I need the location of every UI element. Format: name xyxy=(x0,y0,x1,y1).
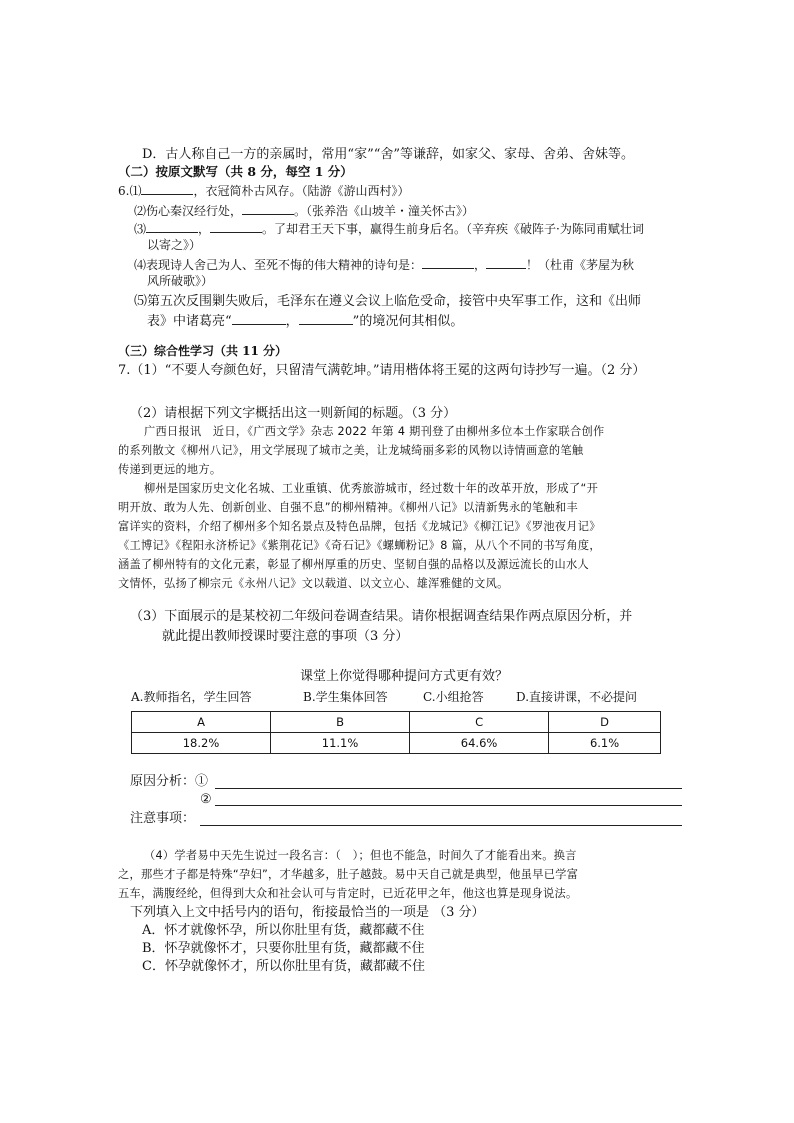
q7-part3-line2: 就此提出教师授课时要注意的事项（3 分） xyxy=(162,629,409,644)
reason-answer-line-2[interactable] xyxy=(215,805,682,806)
table-value-cell: 11.1% xyxy=(271,733,410,754)
news-p1-l1: 广西日报讯 近日，《广西文学》杂志 2022 年第 4 期刊登了由柳州多位本土作家联合创作 xyxy=(144,425,605,438)
q7-part4-line3: 五车，满腹经纶，但得到大众和社会认可与肯定时，已近花甲之年，他这也算是现身说法。 xyxy=(118,887,578,900)
item1-number: ⑴ xyxy=(129,184,142,198)
reason-label: 原因分析：① xyxy=(130,774,209,789)
blank-1 xyxy=(141,182,193,195)
notice-label: 注意事项： xyxy=(130,811,196,826)
news-p2-l6: 文情怀，弘扬了柳宗元《永州八记》文以载道、以文立心、雄浑雅健的文风。 xyxy=(118,577,509,590)
survey-option-d: D.直接讲课，不必提问 xyxy=(516,690,638,704)
reason-second-label: ② xyxy=(200,792,212,807)
section3-heading: （三）综合性学习（共 11 分） xyxy=(118,344,288,358)
item3-text: 。了却君王天下事，赢得生前身后名。（辛弃疾《破阵子·为陈同甫赋壮词 xyxy=(262,222,644,236)
q7-part4-line1: （4）学者易中天先生说过一段名言：（ ）；但也不能急，时间久了才能看出来。换言 xyxy=(144,849,577,862)
q6-item2 xyxy=(134,202,474,220)
blank-5b xyxy=(299,312,353,325)
q6-item3-cont: 以寄之》） xyxy=(147,238,202,252)
item2-tail: 。（张养浩《山坡羊・潼关怀古》） xyxy=(294,204,475,218)
news-p2-l3: 富详实的资料，介绍了柳州多个知名景点及特色品牌，包括《龙城记》《柳江记》《罗池夜月记》 xyxy=(118,520,601,533)
q6-item1 xyxy=(118,182,409,200)
blank-3b xyxy=(210,220,262,233)
q6-item5: ⑸第五次反围剿失败后，毛泽东在遵义会议上临危受命，接管中央军事工作，这和《出师 xyxy=(134,294,642,309)
q6-item4-cont: 风所破歌》） xyxy=(147,274,214,288)
item3-number: ⑶ xyxy=(134,222,147,236)
item5-cont-b: ”的境况何其相似。 xyxy=(352,314,464,329)
q6-item4 xyxy=(134,256,634,274)
table-header-cell: C xyxy=(410,712,549,733)
blank-4b xyxy=(486,256,526,269)
table-value-cell: 6.1% xyxy=(549,733,661,754)
survey-option-b: B.学生集体回答 xyxy=(303,690,388,704)
q7-part4-option-b: B．怀孕就像怀才，只要你肚里有货，藏都藏不住 xyxy=(142,941,425,956)
item5-cont-a: 表》中诸葛亮“ xyxy=(147,314,232,329)
table-header-cell: D xyxy=(549,712,661,733)
item1-text: ，衣冠简朴古风存。（陆游《游山西村》） xyxy=(193,184,410,198)
q7-part4-option-c: C．怀孕就像怀才，所以你肚里有货，藏都藏不住 xyxy=(142,959,425,974)
survey-title: 课堂上你觉得哪种提问方式更有效？ xyxy=(300,669,509,684)
item5-comma: ， xyxy=(285,314,299,329)
q6-item5-cont xyxy=(147,312,463,331)
table-value-cell: 64.6% xyxy=(410,733,549,754)
q6-item3 xyxy=(134,220,644,238)
table-header-row xyxy=(132,712,661,733)
survey-option-a: A.教师指名，学生回答 xyxy=(131,690,252,704)
q6-number: 6. xyxy=(118,184,130,198)
table-header-cell: A xyxy=(132,712,271,733)
blank-5a xyxy=(232,312,286,325)
reason-answer-line-1[interactable] xyxy=(215,788,682,789)
news-p1-l2: 的系列散文《柳州八记》，用文学展现了城市之美，让龙城绮丽多彩的风物以诗情画意的笔触 xyxy=(118,444,584,457)
survey-table xyxy=(131,711,661,754)
item3-comma: ， xyxy=(198,222,211,236)
item4-end: ！（杜甫《茅屋为秋 xyxy=(526,258,635,272)
notice-answer-line[interactable] xyxy=(200,825,682,826)
table-value-cell: 18.2% xyxy=(132,733,271,754)
item4-text: ⑷表现诗人舍己为人、至死不悔的伟大精神的诗句是： xyxy=(134,258,423,272)
news-p2-l5: 涵盖了柳州特有的文化元素，彰显了柳州厚重的历史、坚韧自强的品格以及源远流长的山水人 xyxy=(118,558,589,571)
blank-3a xyxy=(146,220,198,233)
survey-option-c: C.小组抢答 xyxy=(423,690,484,704)
news-p2-l4: 《工博记》《程阳永济桥记》《紫荆花记》《奇石记》《螺蛳粉记》8 篇，从八个不同的书写角度， xyxy=(118,539,601,552)
q5-option-d: D．古人称自己一方的亲属时，常用“家”“舍”等谦辞，如家父、家母、舍弟、舍妹等。 xyxy=(142,147,635,162)
q7-part4-option-a: A．怀才就像怀孕，所以你肚里有货，藏都藏不住 xyxy=(142,923,425,938)
blank-4a xyxy=(422,256,474,269)
section2-heading: （二）按原文默写（共 8 分，每空 1 分） xyxy=(118,164,353,179)
q7-part1: 7.（1）“不要人夸颜色好，只留清气满乾坤。”请用楷体将王冕的这两句诗抄写一遍。（2 分） xyxy=(118,363,646,378)
news-p2-l2: 明开放、敢为人先、创新创业、自强不息”的柳州精神。《柳州八记》以清新隽永的笔触和丰 xyxy=(118,501,578,514)
table-header-cell: B xyxy=(271,712,410,733)
table-value-row xyxy=(132,733,661,754)
q7-part2: （2）请根据下列文字概括出这一则新闻的标题。（3 分） xyxy=(130,406,457,421)
news-p2-l1: 柳州是国家历史文化名城、工业重镇、优秀旅游城市，经过数十年的改革开放，形成了“开 xyxy=(144,482,599,495)
q7-part4-line2: 之，那些才子都是特殊“孕妇”，才华越多，肚子越鼓。易中天自己就是典型，他虽早已学富 xyxy=(118,868,579,881)
blank-2 xyxy=(242,202,294,215)
item2-text: ⑵伤心秦汉经行处， xyxy=(134,204,243,218)
news-p1-l3: 传递到更远的地方。 xyxy=(118,463,222,476)
q7-part4-prompt: 下列填入上文中括号内的语句，衔接最恰当的一项是 （3 分） xyxy=(130,905,485,920)
item4-comma: ， xyxy=(474,258,487,272)
q7-part3-line1: （3）下面展示的是某校初二年级问卷调查结果。请你根据调查结果作两点原因分析，并 xyxy=(130,609,633,624)
